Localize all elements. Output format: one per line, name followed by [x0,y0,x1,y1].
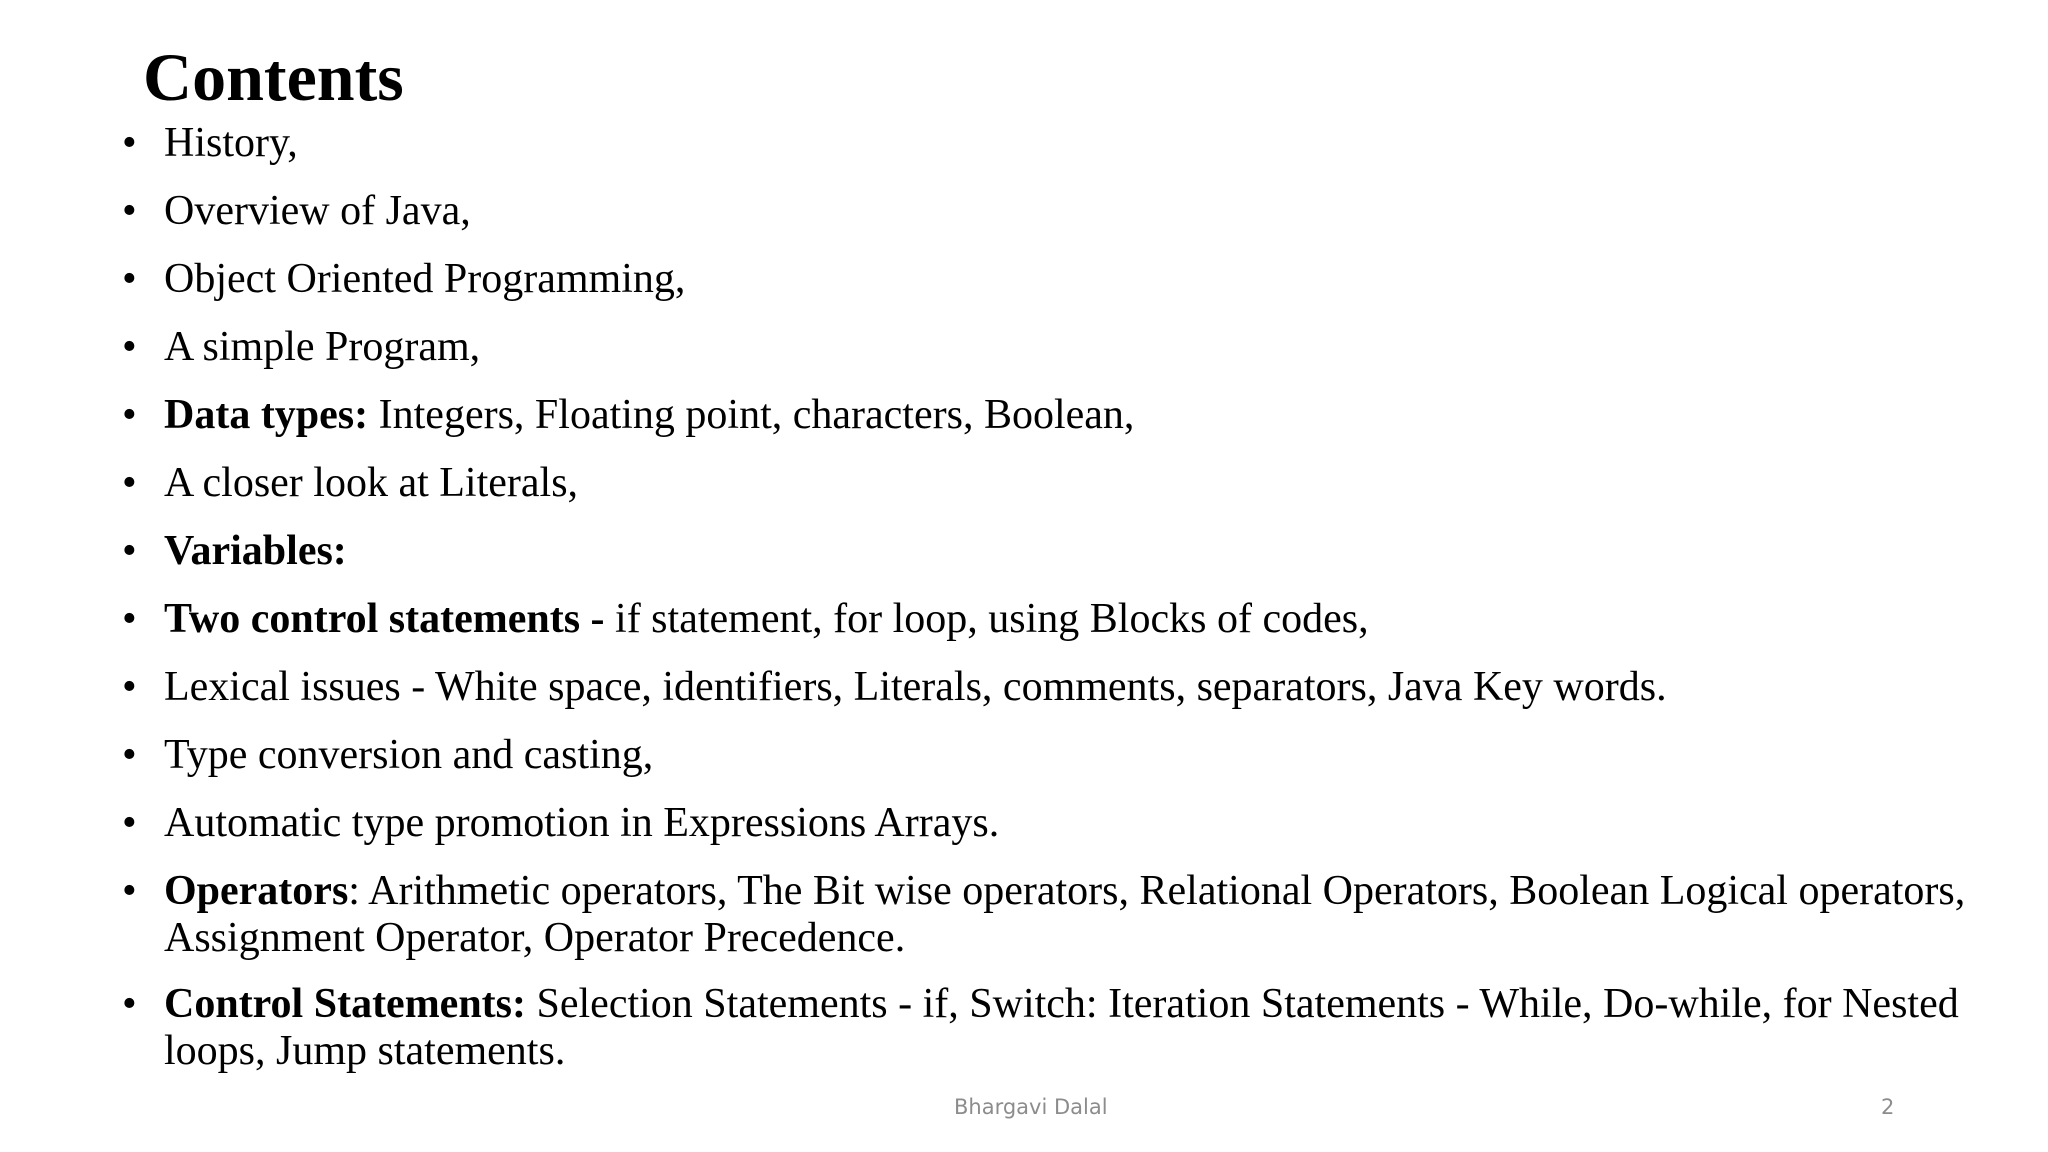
bullet-icon: • [122,188,137,234]
list-item [122,392,2022,439]
bullet-icon: • [122,732,137,778]
item-text: Type conversion and casting, [164,732,654,778]
list-item [122,664,2022,711]
list-item [122,120,2022,167]
slide-title: Contents [143,39,404,115]
list-item [122,188,2022,235]
bullet-icon: • [122,324,137,370]
item-text: Selection Statements - if, Switch: Iteration Statements - While, Do-while, for Nested loops, Jump statements. [164,981,1959,1074]
list-item [122,528,2022,575]
item-text: : Arithmetic operators, The Bit wise operators, Relational Operators, Boolean Logical operators, Assignment Operator, Operator Precedence. [164,868,1966,961]
list-item [122,800,2022,847]
item-text: Lexical issues - White space, identifiers, Literals, comments, separators, Java Key words. [164,664,1667,710]
bullet-icon: • [122,120,137,166]
list-item [122,256,2022,303]
item-text: A simple Program, [164,324,481,370]
list-item [122,596,2022,643]
list-item [122,732,2022,779]
item-text: Object Oriented Programming, [164,256,686,302]
contents-list [122,120,2022,1094]
bullet-icon: • [122,392,137,438]
item-bold-text: Control Statements: [164,981,527,1027]
item-text: History, [164,120,298,166]
item-text: Integers, Floating point, characters, Boolean, [368,392,1135,438]
item-bold-text: Data types: [164,392,369,438]
item-text: Overview of Java, [164,188,471,234]
bullet-icon: • [122,528,137,574]
list-item [122,868,2022,962]
item-bold-text: Two control statements - [164,596,605,642]
footer-author: Bhargavi Dalal [954,1095,1108,1119]
item-text: if statement, for loop, using Blocks of codes, [604,596,1369,642]
item-text: A closer look at Literals, [164,460,579,506]
bullet-icon: • [122,460,137,506]
page-number: 2 [1881,1095,1895,1119]
bullet-icon: • [122,596,137,642]
bullet-icon: • [122,664,137,710]
item-bold-text: Variables: [164,528,347,574]
bullet-icon: • [122,868,137,914]
list-item [122,324,2022,371]
list-item [122,460,2022,507]
item-bold-text: Operators [164,868,349,914]
item-text: Automatic type promotion in Expressions Arrays. [164,800,1000,846]
bullet-icon: • [122,800,137,846]
list-item [122,981,2022,1075]
bullet-icon: • [122,256,137,302]
bullet-icon: • [122,981,137,1027]
